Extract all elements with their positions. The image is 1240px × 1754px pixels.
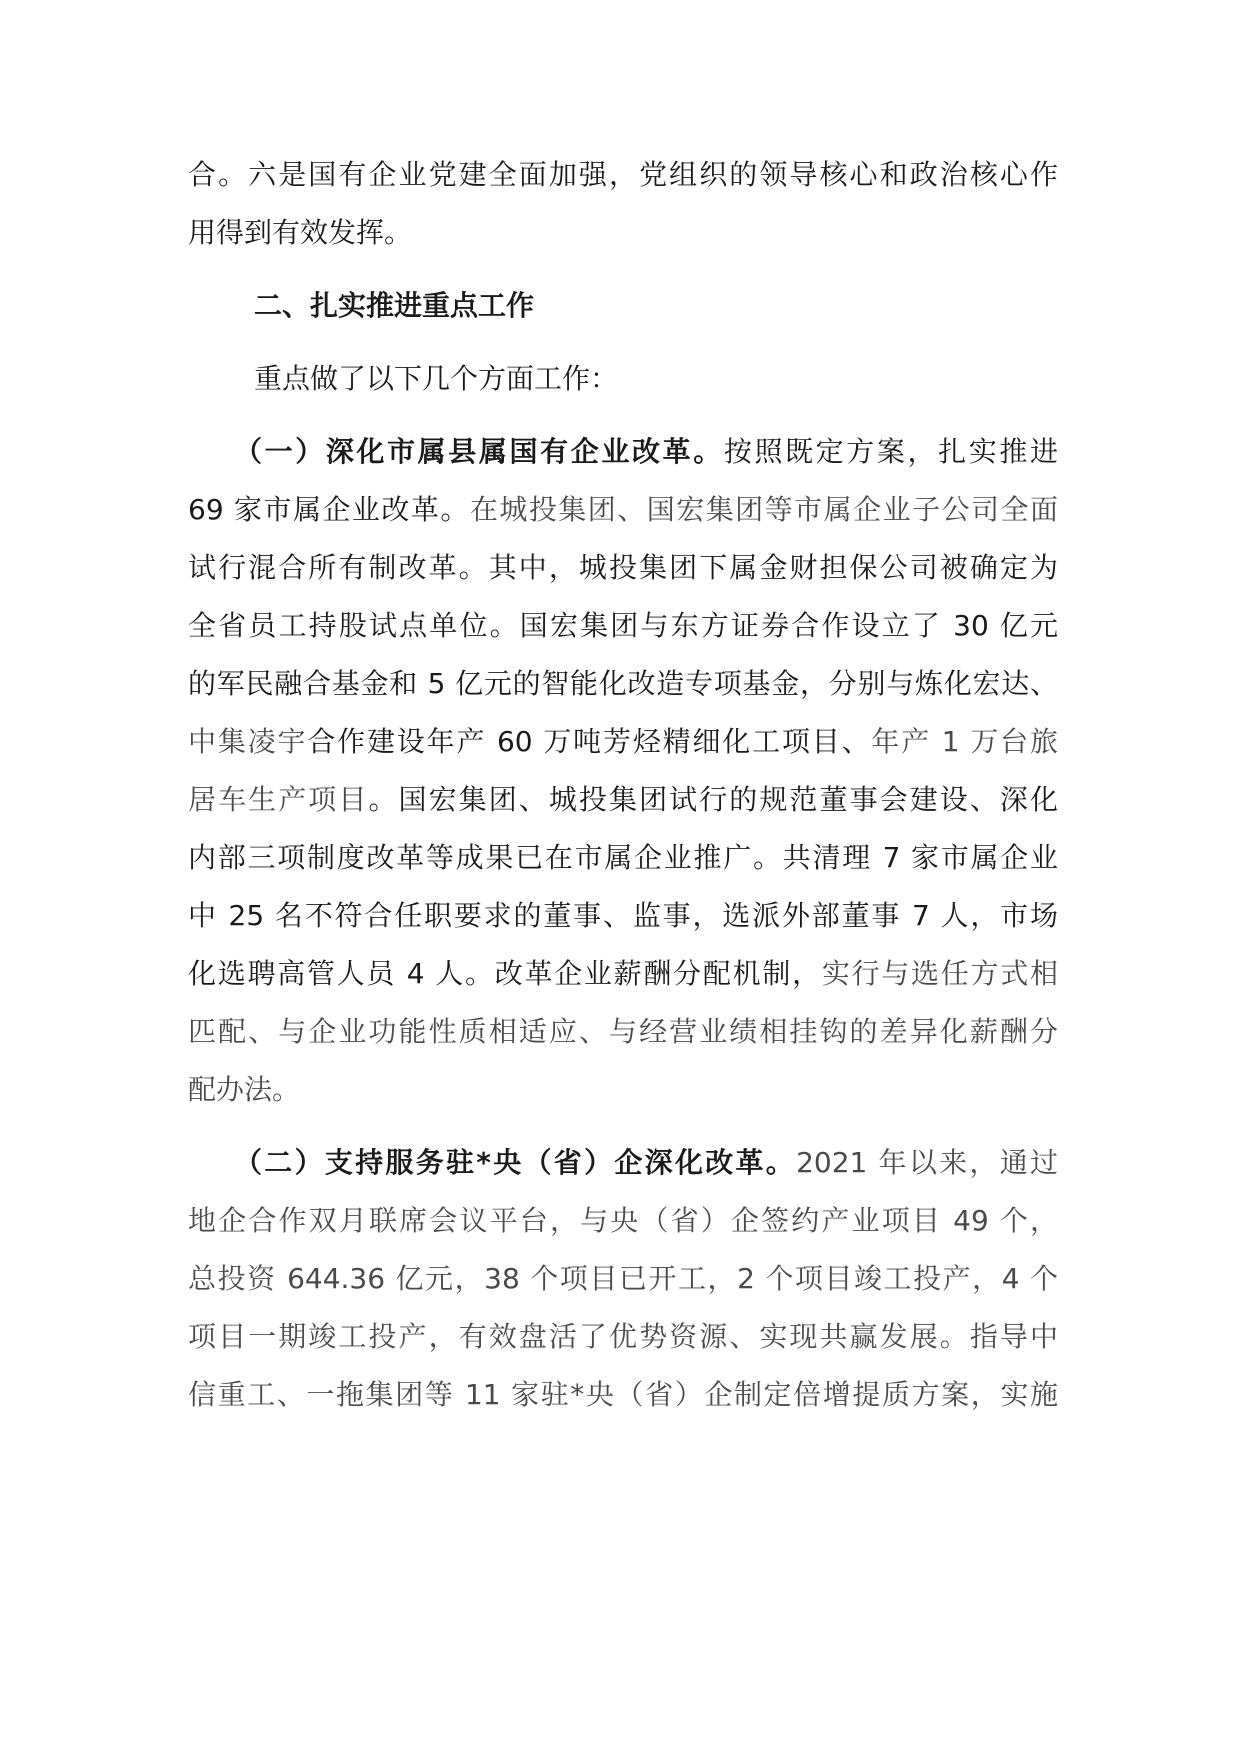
paragraph-text: 居车生产项目 bbox=[188, 783, 369, 816]
paragraph-line: 信重工、一拖集团等 11 家驻*央（省）企制定倍增提质方案，实施 bbox=[188, 1378, 1058, 1411]
paragraph-text: 2021 年以来，通过 bbox=[796, 1146, 1058, 1179]
paragraph-text: 实行与选任方式相 bbox=[821, 957, 1058, 990]
paragraph-line: 配办法。 bbox=[188, 1073, 301, 1106]
paragraph-line: 合。六是国有企业党建全面加强，党组织的领导核心和政治核心作 bbox=[188, 158, 1058, 191]
intro-text: 重点做了以下几个方面工作： bbox=[254, 362, 619, 395]
paragraph-text: 中集凌宇 bbox=[188, 725, 308, 758]
paragraph-line bbox=[234, 1143, 1058, 1183]
paragraph-line: 内部三项制度改革等成果已在市属企业推广。共清理 7 家市属企业 bbox=[188, 841, 1058, 874]
paragraph-line: 中 25 名不符合任职要求的董事、监事，选派外部董事 7 人，市场 bbox=[188, 899, 1058, 932]
paragraph-line: 试行混合所有制改革。其中，城投集团下属金财担保公司被确定为 bbox=[188, 551, 1058, 584]
paragraph-line bbox=[188, 780, 1058, 820]
paragraph-line: 全省员工持股试点单位。国宏集团与东方证券合作设立了 30 亿元 bbox=[188, 609, 1058, 642]
paragraph-line bbox=[234, 432, 1058, 472]
paragraph-line: 总投资 644.36 亿元，38 个项目已开工，2 个项目竣工投产，4 个 bbox=[188, 1262, 1058, 1295]
paragraph-line bbox=[188, 722, 1058, 762]
subsection-heading: （二）支持服务驻*央（省）企深化改革。 bbox=[234, 1146, 797, 1179]
paragraph-line bbox=[188, 490, 1058, 530]
subsection-heading: （一）深化市属县属国有企业改革。 bbox=[234, 435, 724, 468]
paragraph-line: 用得到有效发挥。 bbox=[188, 216, 413, 249]
paragraph-line bbox=[188, 954, 1058, 994]
paragraph-text: 按照既定方案，扎实推进 bbox=[723, 435, 1058, 468]
paragraph-text: 69 家市属企业改革。 bbox=[188, 493, 470, 526]
paragraph-text: 在城投集团、国宏集团等市属企业子公司全面 bbox=[469, 493, 1058, 526]
paragraph-line: 的军民融合基金和 5 亿元的智能化改造专项基金，分别与炼化宏达、 bbox=[188, 667, 1058, 700]
paragraph-line: 匹配、与企业功能性质相适应、与经营业绩相挂钩的差异化薪酬分 bbox=[188, 1015, 1058, 1048]
paragraph-line: 项目一期竣工投产，有效盘活了优势资源、实现共赢发展。指导中 bbox=[188, 1320, 1058, 1353]
paragraph-line: 地企合作双月联席会议平台，与央（省）企签约产业项目 49 个， bbox=[188, 1204, 1058, 1237]
section-heading: 二、扎实推进重点工作 bbox=[254, 289, 535, 322]
paragraph-text: 。国宏集团、城投集团试行的规范董事会建设、深化 bbox=[368, 783, 1058, 816]
paragraph-text: 化选聘高管人员 4 人。改革企业薪酬分配机制， bbox=[188, 957, 822, 990]
paragraph-text: 年产 1 万台旅 bbox=[871, 725, 1058, 758]
paragraph-text: 合作建设年产 60 万吨芳烃精细化工项目、 bbox=[307, 725, 872, 758]
